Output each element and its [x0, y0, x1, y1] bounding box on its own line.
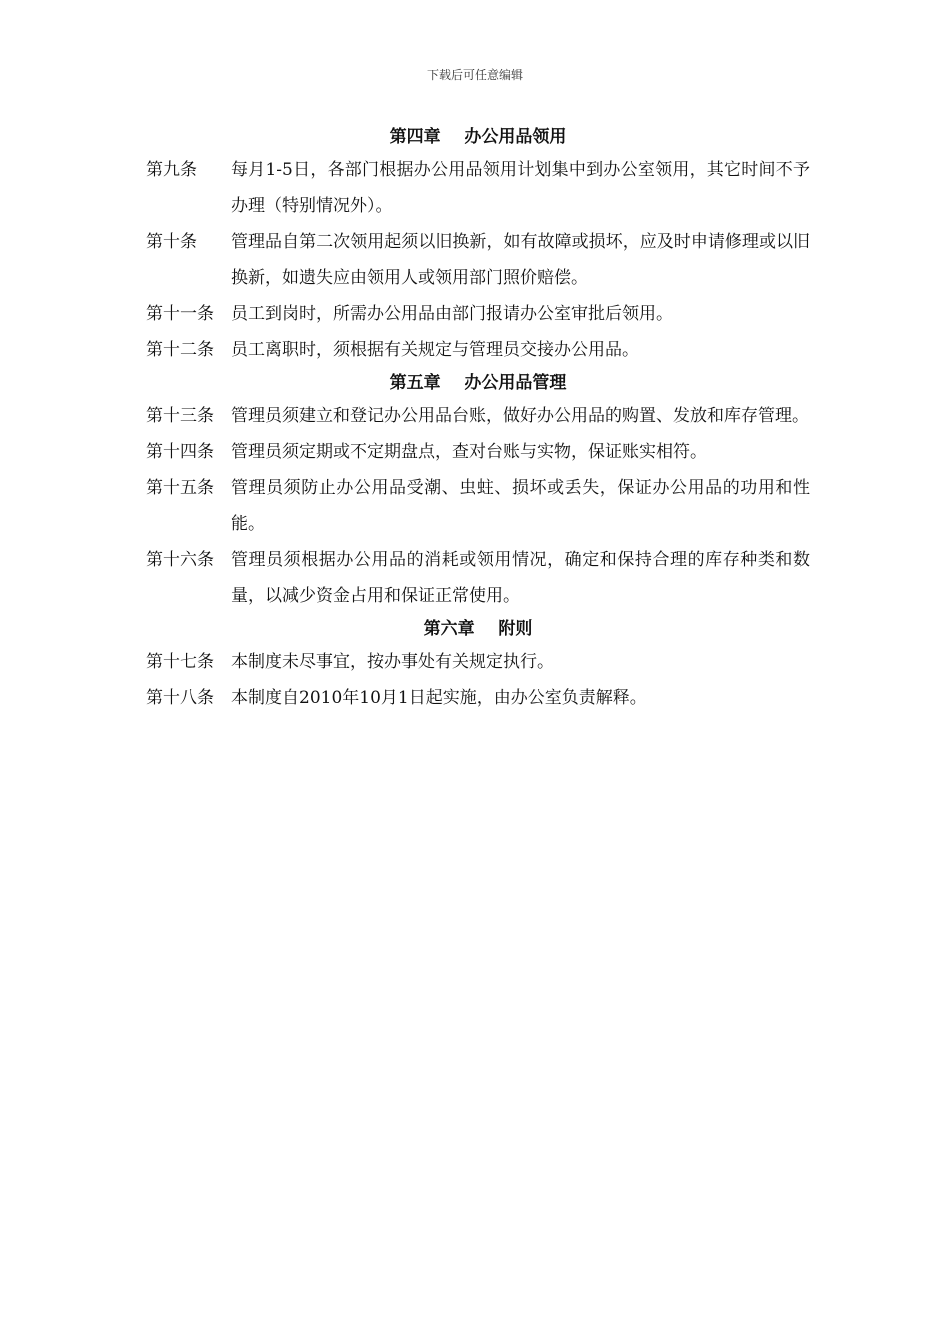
- article-item: [146, 680, 810, 716]
- article-text: 每月1-5日，各部门根据办公用品领用计划集中到办公室领用，其它时间不予办理（特别情况外）。: [231, 160, 810, 216]
- article-text: 管理员须根据办公用品的消耗或领用情况，确定和保持合理的库存种类和数量，以减少资金占用和保证正常使用。: [231, 550, 810, 606]
- article-item: [146, 296, 810, 332]
- article-number: 第十六条: [146, 550, 214, 570]
- article-number: 第十二条: [146, 340, 214, 360]
- article-number: 第十五条: [146, 478, 214, 498]
- article-number: 第十八条: [146, 688, 214, 708]
- article-text: 管理品自第二次领用起须以旧换新，如有故障或损坏，应及时申请修理或以旧换新，如遗失应由领用人或领用部门照价赔偿。: [231, 232, 810, 288]
- article-text: 员工到岗时，所需办公用品由部门报请办公室审批后领用。: [231, 304, 673, 324]
- article-item: [146, 152, 810, 224]
- article-text: 本制度自2010年10月1日起实施，由办公室负责解释。: [231, 688, 647, 708]
- chapter-title: 第四章 办公用品领用: [389, 127, 567, 147]
- article-text: 本制度未尽事宜，按办事处有关规定执行。: [231, 652, 554, 672]
- article-text: 管理员须防止办公用品受潮、虫蛀、损坏或丢失，保证办公用品的功用和性能。: [231, 478, 810, 534]
- article-item: [146, 434, 810, 470]
- chapter-5-section: [146, 368, 810, 614]
- document-body: [146, 122, 810, 716]
- article-item: [146, 332, 810, 368]
- chapter-6-section: [146, 614, 810, 716]
- article-text: 员工离职时，须根据有关规定与管理员交接办公用品。: [231, 340, 639, 360]
- article-number: 第十四条: [146, 442, 214, 462]
- article-text: 管理员须建立和登记办公用品台账，做好办公用品的购置、发放和库存管理。: [231, 406, 809, 426]
- article-item: [146, 470, 810, 542]
- article-number: 第十七条: [146, 652, 214, 672]
- header-note: 下载后可任意编辑: [426, 68, 523, 82]
- article-number: 第十一条: [146, 304, 214, 324]
- article-text: 管理员须定期或不定期盘点，查对台账与实物，保证账实相符。: [231, 442, 707, 462]
- article-number: 第十条: [146, 232, 197, 252]
- chapter-4-section: [146, 122, 810, 368]
- article-number: 第九条: [146, 160, 197, 180]
- article-item: [146, 398, 810, 434]
- article-number: 第十三条: [146, 406, 214, 426]
- article-item: [146, 644, 810, 680]
- chapter-title: 第五章 办公用品管理: [389, 373, 567, 393]
- article-item: [146, 224, 810, 296]
- chapter-title: 第六章 附则: [423, 619, 533, 639]
- article-item: [146, 542, 810, 614]
